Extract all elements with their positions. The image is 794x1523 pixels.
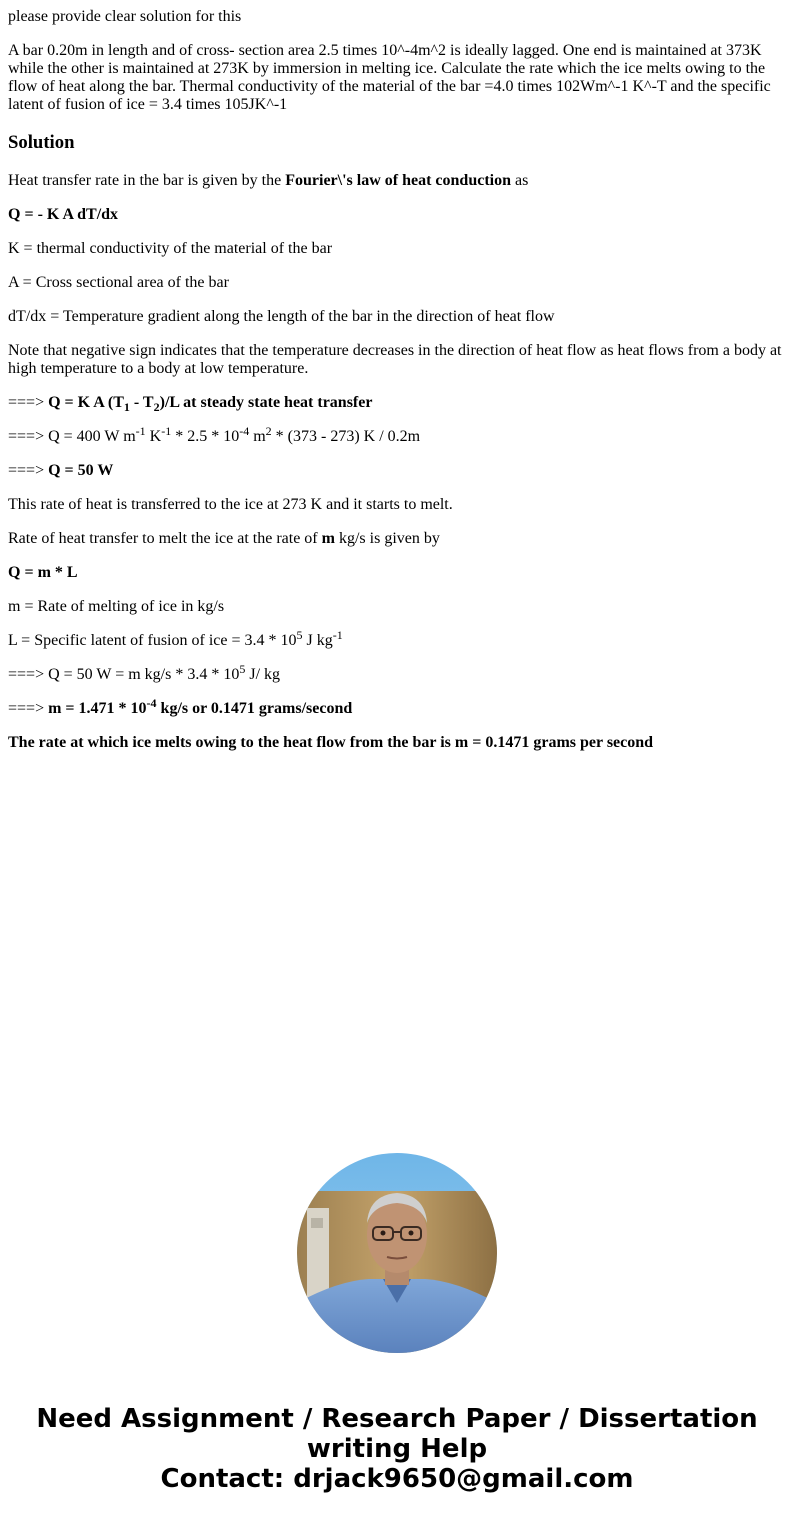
- author-avatar: [297, 1153, 497, 1353]
- question-problem: A bar 0.20m in length and of cross- section area 2.5 times 10^-4m^2 is ideally lagged. One end is maintained at 373K while the other is maintained at 273K by immersion in melting ice. Calculate the rate which the ice melts owing to the flow of heat along the bar. Thermal conductivity of the material of the bar =4.0 times 102Wm^-1 K^-T and the specific latent of fusion of ice = 3.4 times 105JK^-1: [8, 42, 771, 113]
- definition-m: m = Rate of melting of ice in kg/s: [8, 598, 225, 615]
- author-portrait-image: [297, 1153, 497, 1353]
- promo-contact: Contact: drjack9650@gmail.com: [160, 1464, 634, 1494]
- rate-line: Rate of heat transfer to melt the ice at the rate of m kg/s is given by: [8, 530, 440, 547]
- definition-l: L = Specific latent of fusion of ice = $3.4 * 10^5$ J $kg^{-1}$: [8, 628, 343, 649]
- substitution-equation: ===> Q = 400 W $m^{-1}$ $K^{-1} * 2.5 * 10^{-4}$ $m^2 * (373 - 273)$ K / 0.2m: [8, 424, 421, 445]
- fourier-equation: Q = - K A dT/dx: [8, 206, 119, 223]
- q-result: ===> Q = 50 W: [8, 462, 114, 479]
- solution-heading: Solution: [8, 132, 75, 153]
- steady-state-equation: ===> Q = K A $(T_1 - T_2)/L$ at steady state heat transfer: [8, 394, 373, 414]
- energy-equation: ===> Q = 50 W = m $kg/s * 3.4 * 10^5$ J/ kg: [8, 662, 281, 683]
- sign-note: Note that negative sign indicates that the temperature decreases in the direction of heat flow as heat flows from a body at high temperature to a body at low temperature.: [8, 342, 782, 377]
- intro-paragraph: Heat transfer rate in the bar is given by the Fourier\'s law of heat conduction as: [8, 172, 529, 189]
- fourier-law-term: Fourier\'s law of heat conduction: [285, 172, 511, 189]
- definition-k: K = thermal conductivity of the material of the bar: [8, 240, 333, 257]
- question-request: please provide clear solution for this: [8, 8, 242, 25]
- definition-dtdx: dT/dx = Temperature gradient along the length of the bar in the direction of heat flow: [8, 308, 555, 325]
- promo-line-2: writing Help: [306, 1434, 488, 1464]
- definition-a: A = Cross sectional area of the bar: [8, 274, 229, 291]
- promo-banner: [0, 1404, 794, 1494]
- page-content: [8, 8, 786, 768]
- final-answer: The rate at which ice melts owing to the heat flow from the bar is m = 0.1471 grams per second: [8, 734, 654, 751]
- promo-line-1: Need Assignment / Research Paper / Dissertation: [36, 1404, 758, 1434]
- melt-note: This rate of heat is transferred to the ice at 273 K and it starts to melt.: [8, 496, 453, 513]
- m-result: ===> $m = 1.471 * 10^{-4}$ kg/s or 0.1471 grams/second: [8, 696, 353, 717]
- qml-equation: Q = m * L: [8, 564, 78, 581]
